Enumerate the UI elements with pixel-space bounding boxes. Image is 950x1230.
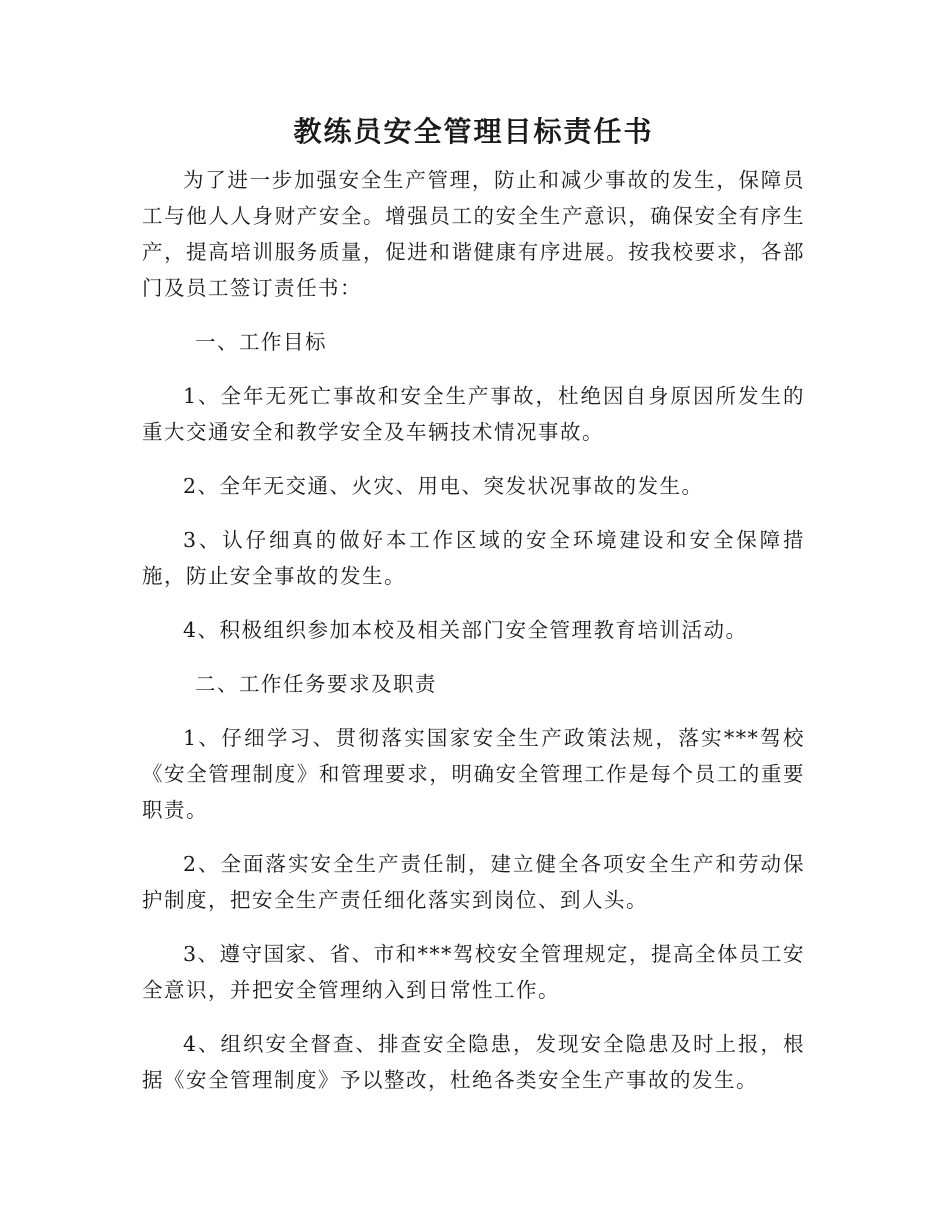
section-heading-work-goals: 一、工作目标 bbox=[195, 330, 327, 354]
goal-item-4: 4、积极组织参加本校及相关部门安全管理教育培训活动。 bbox=[183, 618, 748, 642]
goal-item-3: 3、认仔细真的做好本工作区域的安全环境建设和安全保障措施，防止安全事故的发生。 bbox=[142, 528, 805, 588]
duty-item-4: 4、组织安全督查、排查安全隐患，发现安全隐患及时上报，根据《安全管理制度》予以整改，杜绝各类安全生产事故的发生。 bbox=[142, 1032, 805, 1092]
duty-item-3: 3、遵守国家、省、市和***驾校安全管理规定，提高全体员工安全意识，并把安全管理纳入到日常性工作。 bbox=[142, 942, 805, 1002]
document-title: 教练员安全管理目标责任书 bbox=[293, 115, 654, 148]
duty-item-2: 2、全面落实安全生产责任制，建立健全各项安全生产和劳动保护制度，把安全生产责任细化落实到岗位、到人头。 bbox=[142, 852, 805, 912]
goal-item-2: 2、全年无交通、火灾、用电、突发状况事故的发生。 bbox=[183, 474, 704, 498]
goal-item-1: 1、全年无死亡事故和安全生产事故，杜绝因自身原因所发生的重大交通安全和教学安全及车辆技术情况事故。 bbox=[142, 384, 805, 444]
section-heading-duties: 二、工作任务要求及职责 bbox=[195, 672, 437, 696]
duty-item-1: 1、仔细学习、贯彻落实国家安全生产政策法规，落实***驾校《安全管理制度》和管理要求，明确安全管理工作是每个员工的重要职责。 bbox=[142, 726, 805, 822]
intro-paragraph: 为了进一步加强安全生产管理，防止和减少事故的发生，保障员工与他人人身财产安全。增强员工的安全生产意识，确保安全有序生产，提高培训服务质量，促进和谐健康有序进展。按我校要求，各部门及员工签订责任书： bbox=[142, 168, 805, 300]
